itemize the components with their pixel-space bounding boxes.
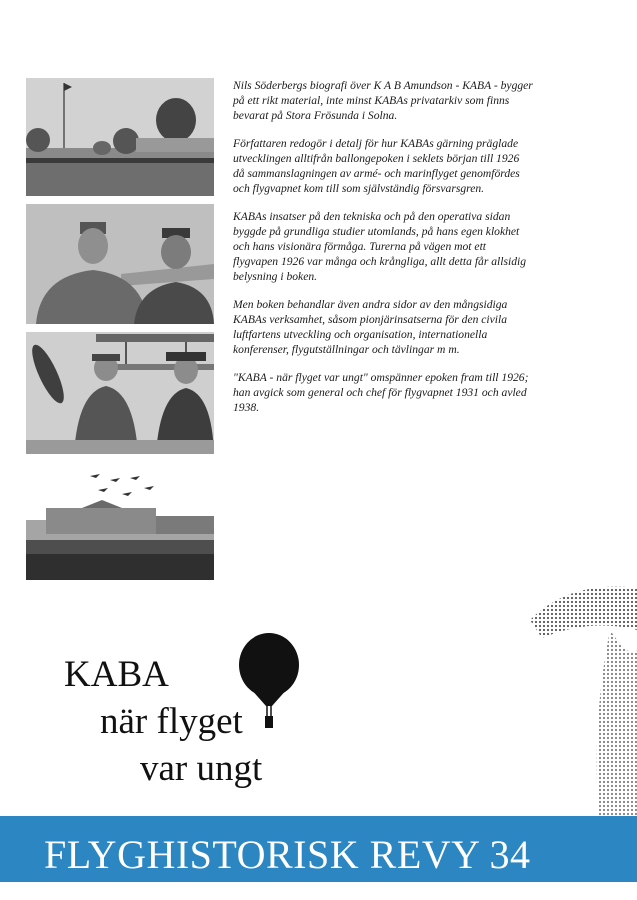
cover-title-line1: KABA xyxy=(64,654,169,695)
article-paragraph: KABAs insatser på den tekniska och på den operativa sidan byggde på grundliga studier utomlands, på hans egen klokhet och hans visionära förmåga. Turerna på vägen mot ett flygvapen 1926 var många och krångliga, allt detta får allsidig belysning i boken. xyxy=(233,210,527,283)
series-title: FLYGHISTORISK REVY 34 xyxy=(44,832,531,877)
balloon-icon xyxy=(236,632,302,728)
wing-stipple-graphic xyxy=(490,560,637,830)
article-paragraph: "KABA - när flyget var ungt" omspänner epoken fram till 1926; han avgick som general och chef för flygvapnet 1931 och avled 1938. xyxy=(233,371,529,414)
biplane-aviators-photo xyxy=(26,332,214,454)
article-paragraph: Nils Söderbergs biografi över K A B Amundson - KABA - bygger på ett rikt material, inte minst KABAs privatarkiv som finns bevarat på Stora Frösunda i Solna. xyxy=(233,79,533,122)
article-paragraph: Författaren redogör i detalj för hur KABAs gärning präglade utvecklingen alltifrån ballongepoken i seklets början till 1926 då sammanslagningen av armé- och marinflyget genomfördes och flygvapnet kom till som självständig försvarsgren. xyxy=(233,137,520,195)
article-paragraph: Men boken behandlar även andra sidor av den mångsidiga KABAs verksamhet, såsom pionjärinsatserna för den civila luftfartens utveckling och organisation, internationella konferenser, flygutställningar och tävlingar m m. xyxy=(233,298,508,356)
cover-title-line3: var ungt xyxy=(140,748,263,789)
two-officers-photo xyxy=(26,204,214,324)
cover-title-line2: när flyget xyxy=(100,701,243,742)
flyover-crowd-photo xyxy=(26,466,214,580)
balloon-field-photo xyxy=(26,78,214,196)
article-text xyxy=(233,78,533,428)
